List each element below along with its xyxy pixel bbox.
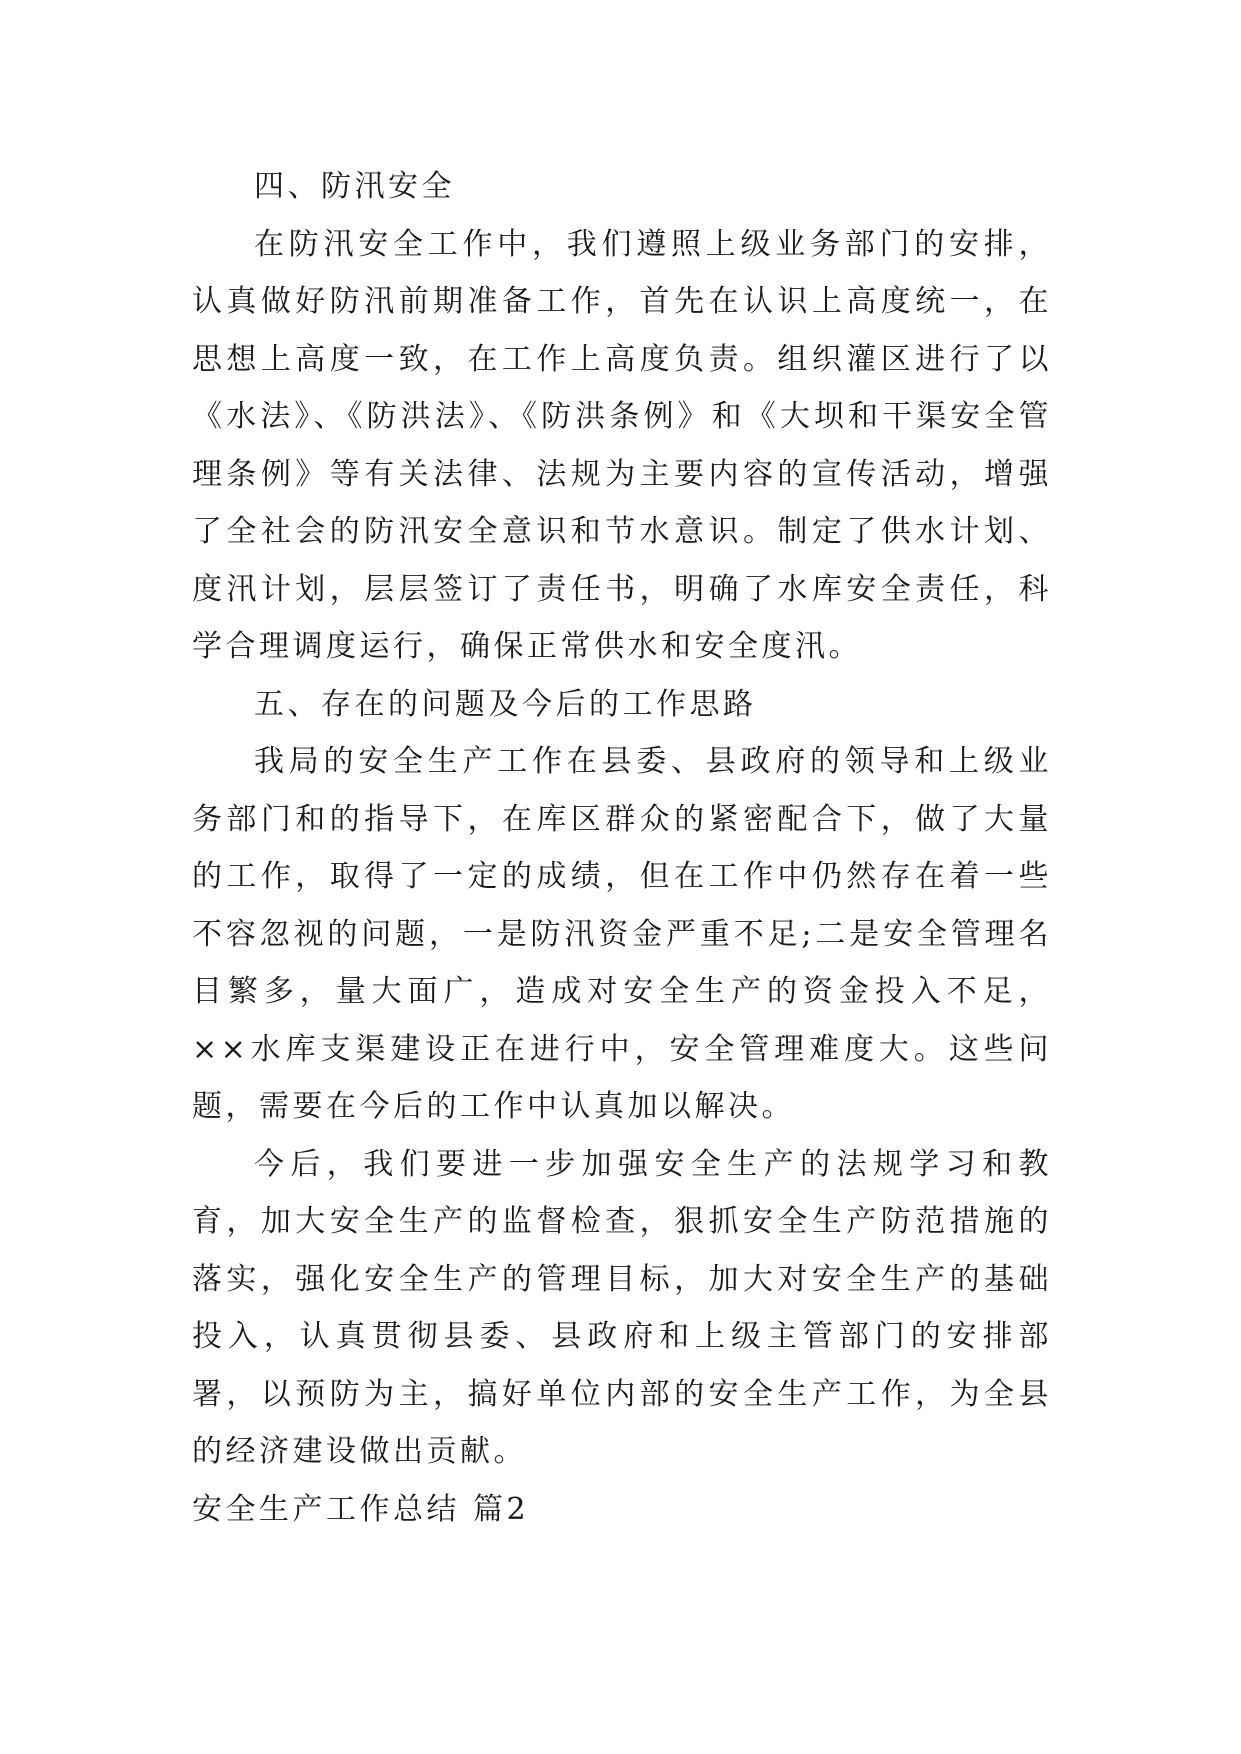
document-body (192, 158, 1052, 1538)
section-heading-flood-safety: 四、防汛安全 (254, 169, 455, 204)
next-article-title: 安全生产工作总结 篇2 (192, 1491, 530, 1527)
section-heading-problems-and-plans: 五、存在的问题及今后的工作思路 (254, 686, 757, 722)
paragraph-flood-safety: 在防汛安全工作中，我们遵照上级业务部门的安排，认真做好防汛前期准备工作，首先在认识上高度统一，在思想上高度一致，在工作上高度负责。组织灌区进行了以《水法》、《防洪法》、《防洪条例》和《大坝和干渠安全管理条例》等有关法律、法规为主要内容的宣传活动，增强了全社会的防汛安全意识和节水意识。制定了供水计划、度汛计划，层层签订了责任书，明确了水库安全责任，科学合理调度运行，确保正常供水和安全度汛。 (192, 226, 1052, 664)
paragraph-future-work: 今后，我们要进一步加强安全生产的法规学习和教育，加大安全生产的监督检查，狠抓安全生产防范措施的落实，强化安全生产的管理目标，加大对安全生产的基础投入，认真贯彻县委、县政府和上级主管部门的安排部署，以预防为主，搞好单位内部的安全生产工作，为全县的经济建设做出贡献。 (192, 1146, 1052, 1469)
paragraph-problems: 我局的安全生产工作在县委、县政府的领导和上级业务部门和的指导下，在库区群众的紧密配合下，做了大量的工作，取得了一定的成绩，但在工作中仍然存在着一些不容忽视的问题，一是防汛资金严重不足;二是安全管理名目繁多，量大面广，造成对安全生产的资金投入不足，××水库支渠建设正在进行中，安全管理难度大。这些问题，需要在今后的工作中认真加以解决。 (192, 744, 1052, 1124)
